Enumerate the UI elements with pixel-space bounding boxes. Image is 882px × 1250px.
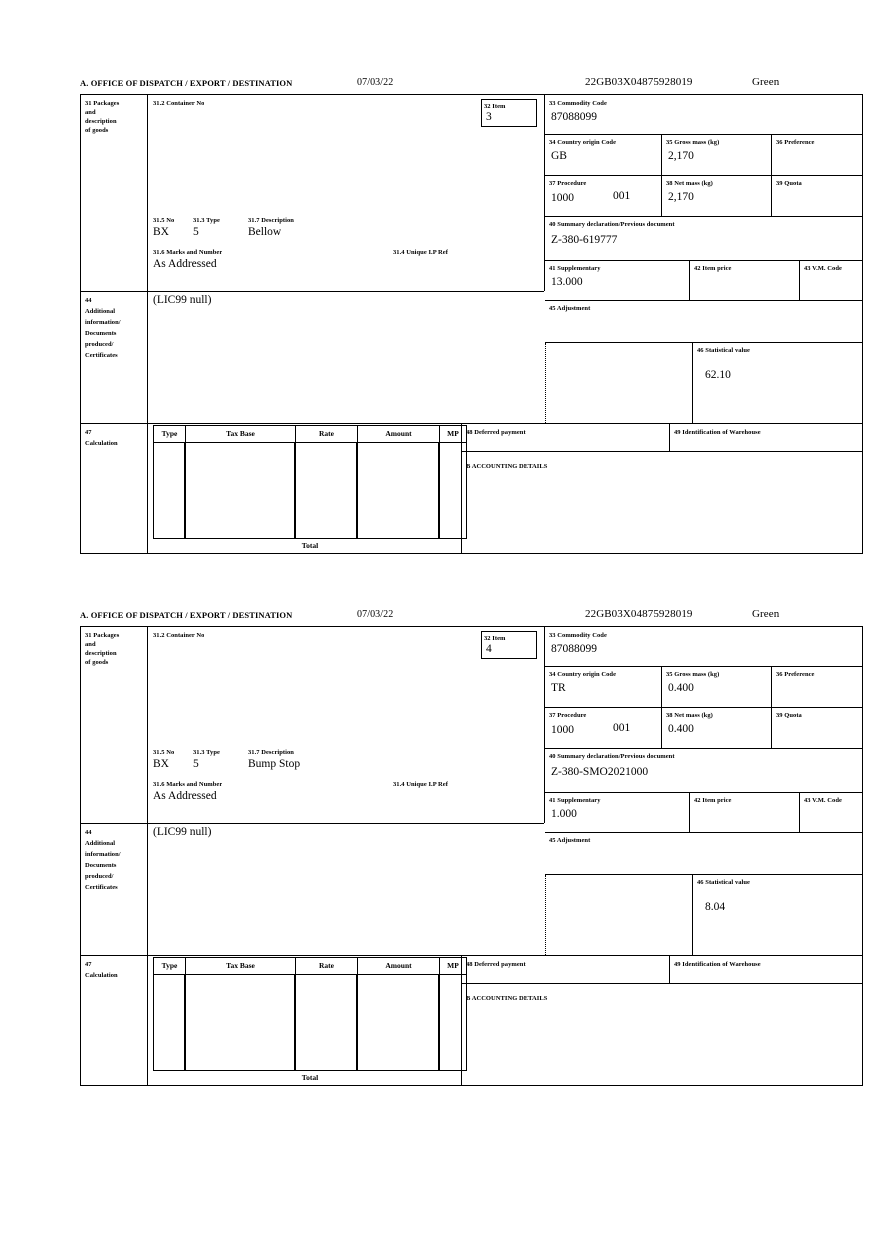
calc-total-label-2: Total <box>301 1073 319 1082</box>
supplementary-value-2: 1.000 <box>551 808 577 820</box>
box36-preference-2 <box>772 667 862 708</box>
additional-information-value-2: (LIC99 null) <box>153 826 212 838</box>
box31-5-label: 31.5 No <box>153 217 175 224</box>
quota-value <box>772 188 862 191</box>
vm-code-value <box>800 273 862 276</box>
box37-procedure <box>545 176 662 217</box>
item-number-value-2: 4 <box>486 643 492 655</box>
form-header <box>80 78 863 94</box>
boxB-label-2: B ACCOUNTING DETAILS <box>466 995 548 1002</box>
box32-label: 32 Item <box>484 103 506 110</box>
previous-document-value: Z-380-619777 <box>551 234 618 246</box>
box35-label-2: 35 Gross mass (kg) <box>666 671 720 678</box>
box40-label: 40 Summary declaration/Previous document <box>549 221 675 228</box>
box41-label-2: 41 Supplementary <box>549 797 601 804</box>
calc-col-type-header-2: Type <box>153 957 185 975</box>
divider-box47-left-2 <box>147 955 148 1086</box>
box31-3-label: 31.3 Type <box>193 217 220 224</box>
box31-4-label: 31.4 Unique I.P Ref <box>393 249 448 256</box>
box32-item <box>481 99 537 127</box>
movement-reference-number: 22GB03X04875928019 <box>585 76 693 88</box>
warehouse-id-value <box>670 437 862 438</box>
box35-gross-mass <box>662 135 772 176</box>
gross-mass-value-2: 0.400 <box>668 682 694 694</box>
box49-label-2: 49 Identification of Warehouse <box>674 961 761 968</box>
box37-label-2: 37 Procedure <box>549 712 587 719</box>
calc-col-type-header: Type <box>153 425 185 443</box>
commodity-code-value-2: 87088099 <box>551 643 597 655</box>
box42-item-price-2 <box>690 793 800 833</box>
customs-declaration-form-1 <box>80 78 863 554</box>
goods-description-value-2: Bump Stop <box>248 758 301 770</box>
declaration-box <box>80 94 863 554</box>
routing-lane-2: Green <box>752 608 780 620</box>
calc-total-label: Total <box>301 541 319 550</box>
box37-label: 37 Procedure <box>549 180 587 187</box>
marks-and-number-value-2: As Addressed <box>153 790 217 802</box>
box36-label-2: 36 Preference <box>776 671 815 678</box>
box33-commodity-code-2 <box>545 627 862 667</box>
box41-label: 41 Supplementary <box>549 265 601 272</box>
procedure-code-2-2: 001 <box>613 722 631 734</box>
box40-previous-document <box>545 217 862 261</box>
box48-deferred-payment <box>462 424 669 451</box>
adjustment-value-2 <box>545 845 862 848</box>
box42-label: 42 Item price <box>694 265 732 272</box>
calc-col-type-body-2 <box>153 975 185 1071</box>
box48-label: 48 Deferred payment <box>466 429 526 436</box>
box31-5-label-2: 31.5 No <box>153 749 175 756</box>
vm-code-value-2 <box>800 805 862 808</box>
box39-label: 39 Quota <box>776 180 802 187</box>
box31-6-label-2: 31.6 Marks and Number <box>153 781 223 788</box>
box31-7-label-2: 31.7 Description <box>248 749 294 756</box>
box40-previous-document-2 <box>545 749 862 793</box>
box37-procedure-2 <box>545 708 662 749</box>
packages-number-value: BX <box>153 226 169 238</box>
box47-label-2: 47 Calculation <box>85 961 118 979</box>
procedure-code-1: 1000 <box>551 192 574 204</box>
box33-label: 33 Commodity Code <box>549 100 607 107</box>
routing-lane: Green <box>752 76 780 88</box>
calc-col-mp-header: MP <box>439 425 467 443</box>
box34-country-origin-2 <box>545 667 662 708</box>
country-origin-value: GB <box>551 150 567 162</box>
boxB-accounting-details-2 <box>462 984 862 1086</box>
box39-quota <box>772 176 862 217</box>
calc-col-amount-body <box>357 443 439 539</box>
box31-3-label-2: 31.3 Type <box>193 749 220 756</box>
calc-col-amount-header-2: Amount <box>357 957 439 975</box>
box39-label-2: 39 Quota <box>776 712 802 719</box>
box31-4-label-2: 31.4 Unique I.P Ref <box>393 781 448 788</box>
adjustment-value <box>545 313 862 316</box>
box48-label-2: 48 Deferred payment <box>466 961 526 968</box>
box41-supplementary <box>545 261 690 301</box>
movement-reference-number-2: 22GB03X04875928019 <box>585 608 693 620</box>
box32-item-2 <box>481 631 537 659</box>
dotted-divider <box>545 343 546 423</box>
box38-net-mass <box>662 176 772 217</box>
box45-adjustment <box>545 301 862 343</box>
box31-label: 31 Packages and description of goods <box>85 100 120 134</box>
calc-col-amount-body-2 <box>357 975 439 1071</box>
divider-box31-bottom <box>81 291 544 292</box>
calc-col-amount-header: Amount <box>357 425 439 443</box>
calc-col-taxbase-header-2: Tax Base <box>185 957 295 975</box>
box42-label-2: 42 Item price <box>694 797 732 804</box>
packages-number-value-2: BX <box>153 758 169 770</box>
calc-col-type-body <box>153 443 185 539</box>
boxB-accounting-details <box>462 452 862 554</box>
box41-supplementary-2 <box>545 793 690 833</box>
box34-label: 34 Country origin Code <box>549 139 617 146</box>
box46-statistical-value <box>693 343 862 423</box>
box35-label: 35 Gross mass (kg) <box>666 139 720 146</box>
gross-mass-value: 2,170 <box>668 150 694 162</box>
box39-quota-2 <box>772 708 862 749</box>
box36-preference <box>772 135 862 176</box>
procedure-code-2: 001 <box>613 190 631 202</box>
box34-country-origin <box>545 135 662 176</box>
box47-label: 47 Calculation <box>85 429 118 447</box>
accounting-details-value-2 <box>462 1003 862 1005</box>
box46-statistical-value-2 <box>693 875 862 955</box>
box31-2-label: 31.2 Container No <box>153 100 205 107</box>
calc-col-taxbase-body <box>185 443 295 539</box>
declaration-date-2: 07/03/22 <box>357 609 394 620</box>
deferred-payment-value <box>462 437 669 438</box>
box43-label: 43 V.M. Code <box>804 265 842 272</box>
box33-commodity-code <box>545 95 862 135</box>
preference-value-2 <box>772 679 862 682</box>
box45-label-2: 45 Adjustment <box>549 837 591 844</box>
box44-label-2: 44 Additional information/ Documents produced/ Certificates <box>85 829 121 891</box>
divider-box47-left <box>147 423 148 554</box>
calc-col-taxbase-header: Tax Base <box>185 425 295 443</box>
box43-vm-code-2 <box>800 793 862 833</box>
box45-adjustment-2 <box>545 833 862 875</box>
marks-and-number-value: As Addressed <box>153 258 217 270</box>
office-of-dispatch-title-2: A. OFFICE OF DISPATCH / EXPORT / DESTINATION <box>80 610 293 620</box>
item-price-value <box>690 273 799 276</box>
box31-7-label: 31.7 Description <box>248 217 294 224</box>
box38-label: 38 Net mass (kg) <box>666 180 713 187</box>
packages-type-value: 5 <box>193 226 199 238</box>
accounting-details-value <box>462 471 862 473</box>
office-of-dispatch-title: A. OFFICE OF DISPATCH / EXPORT / DESTINATION <box>80 78 293 88</box>
box42-item-price <box>690 261 800 301</box>
box45-label: 45 Adjustment <box>549 305 591 312</box>
preference-value <box>772 147 862 150</box>
procedure-code-1-2: 1000 <box>551 724 574 736</box>
form-header-2 <box>80 610 863 626</box>
calc-col-mp-header-2: MP <box>439 957 467 975</box>
box32-label-2: 32 Item <box>484 635 506 642</box>
commodity-code-value: 87088099 <box>551 111 597 123</box>
box46-label-2: 46 Statistical value <box>697 879 750 886</box>
box40-label-2: 40 Summary declaration/Previous document <box>549 753 675 760</box>
declaration-date: 07/03/22 <box>357 77 394 88</box>
box36-label: 36 Preference <box>776 139 815 146</box>
box43-label-2: 43 V.M. Code <box>804 797 842 804</box>
supplementary-value: 13.000 <box>551 276 583 288</box>
divider-left-column <box>147 95 148 423</box>
boxB-label: B ACCOUNTING DETAILS <box>466 463 548 470</box>
calc-col-rate-header-2: Rate <box>295 957 357 975</box>
divider-box31-bottom-2 <box>81 823 544 824</box>
quota-value-2 <box>772 720 862 723</box>
customs-declaration-form-2 <box>80 610 863 1086</box>
net-mass-value-2: 0.400 <box>668 723 694 735</box>
box31-6-label: 31.6 Marks and Number <box>153 249 223 256</box>
warehouse-id-value-2 <box>670 969 862 970</box>
net-mass-value: 2,170 <box>668 191 694 203</box>
item-number-value: 3 <box>486 111 492 123</box>
divider-left-column-2 <box>147 627 148 955</box>
calc-col-rate-header: Rate <box>295 425 357 443</box>
additional-information-value: (LIC99 null) <box>153 294 212 306</box>
declaration-box-2 <box>80 626 863 1086</box>
calc-col-rate-body-2 <box>295 975 357 1071</box>
statistical-value-value-2: 8.04 <box>705 901 726 913</box>
statistical-value-value: 62.10 <box>705 369 731 381</box>
deferred-payment-value-2 <box>462 969 669 970</box>
previous-document-value-2: Z-380-SMO2021000 <box>551 766 649 778</box>
calc-col-taxbase-body-2 <box>185 975 295 1071</box>
country-origin-value-2: TR <box>551 682 566 694</box>
box49-warehouse-id <box>670 424 862 451</box>
box38-label-2: 38 Net mass (kg) <box>666 712 713 719</box>
item-price-value-2 <box>690 805 799 808</box>
box48-deferred-payment-2 <box>462 956 669 983</box>
box31-label-2: 31 Packages and description of goods <box>85 632 120 666</box>
packages-type-value-2: 5 <box>193 758 199 770</box>
box33-label-2: 33 Commodity Code <box>549 632 607 639</box>
goods-description-value: Bellow <box>248 226 282 238</box>
box34-label-2: 34 Country origin Code <box>549 671 617 678</box>
box46-label: 46 Statistical value <box>697 347 750 354</box>
dotted-divider-2 <box>545 875 546 955</box>
box49-label: 49 Identification of Warehouse <box>674 429 761 436</box>
box38-net-mass-2 <box>662 708 772 749</box>
box43-vm-code <box>800 261 862 301</box>
box31-2-label-2: 31.2 Container No <box>153 632 205 639</box>
box35-gross-mass-2 <box>662 667 772 708</box>
box44-label: 44 Additional information/ Documents produced/ Certificates <box>85 297 121 359</box>
box49-warehouse-id-2 <box>670 956 862 983</box>
calc-col-rate-body <box>295 443 357 539</box>
